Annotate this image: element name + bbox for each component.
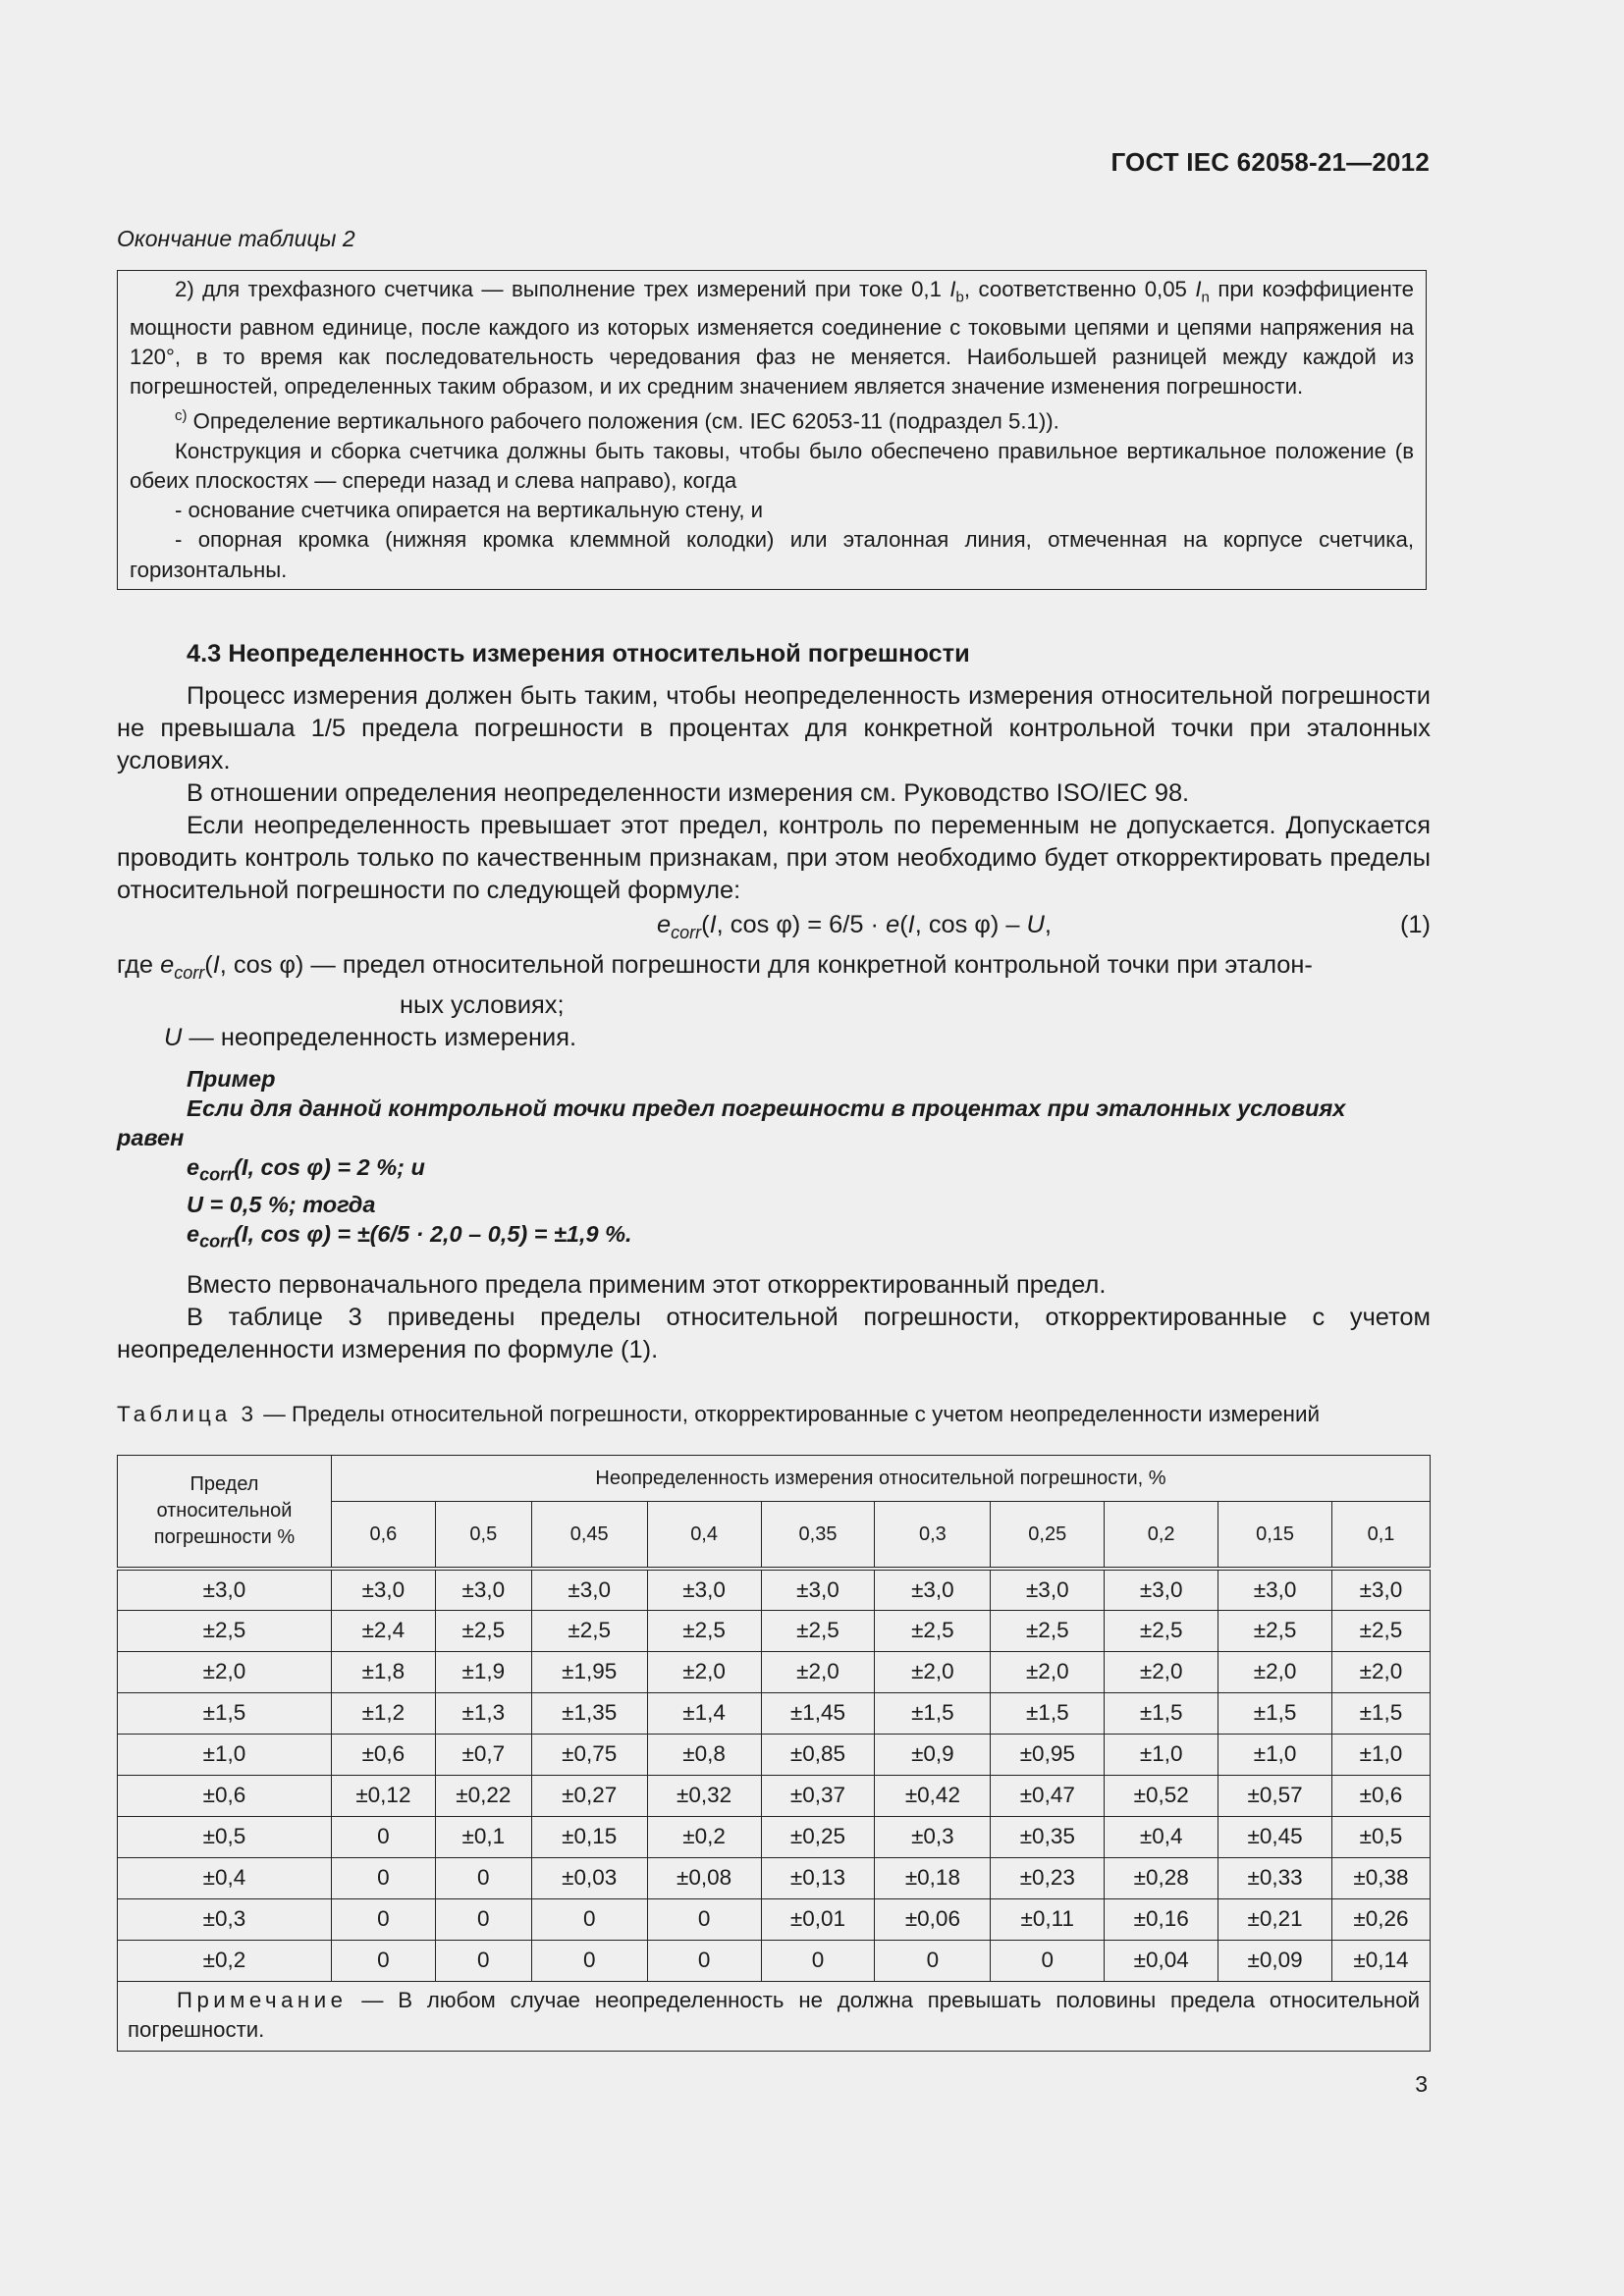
table3-first-header: Предел относительной погрешности %	[118, 1456, 332, 1570]
table3-column-header: 0,3	[875, 1502, 991, 1570]
table3-cell: ±0,45	[1218, 1816, 1332, 1857]
table3-cell: ±0,04	[1105, 1940, 1218, 1981]
body-paragraph: В отношении определения неопределенности измерения см. Руководство ISO/IEC 98.	[187, 779, 1190, 807]
table3-cell: ±0,38	[1332, 1857, 1431, 1898]
table3-cell: 0	[331, 1940, 435, 1981]
note-paragraph: $^{c)}$ Определение вертикального рабочего положения (см. IEC 62053-11 (подраздел 5.1)).	[175, 407, 1059, 434]
table3-cell: ±0,23	[991, 1857, 1105, 1898]
table3-cell: ±0,33	[1218, 1857, 1332, 1898]
table3-cell: ±2,0	[1332, 1651, 1431, 1692]
table3-cell: ±0,12	[331, 1775, 435, 1816]
table3-cell: ±2,5	[1332, 1610, 1431, 1651]
table3-cell: ±2,0	[761, 1651, 875, 1692]
table3-row-limit: ±1,5	[118, 1692, 332, 1734]
body-paragraph: Если неопределенность превышает этот предел, контроль по переменным не допускается. Допускается проводить контроль только по качественным признакам, при этом необходимо будет откорректировать пределы относительной погрешности по следующей формуле:	[117, 812, 1431, 904]
table3-cell: 0	[761, 1940, 875, 1981]
body-paragraph: Вместо первоначального предела применим этот откорректированный предел.	[187, 1271, 1107, 1300]
table3-cell: ±1,5	[1332, 1692, 1431, 1734]
table3-cell: ±2,5	[1105, 1610, 1218, 1651]
table3-cell: ±0,06	[875, 1898, 991, 1940]
table3-cell: ±0,13	[761, 1857, 875, 1898]
table3-cell: ±1,9	[435, 1651, 531, 1692]
table3-cell: ±2,5	[435, 1610, 531, 1651]
table3-cell: ±0,3	[875, 1816, 991, 1857]
table3-cell: ±3,0	[1218, 1569, 1332, 1610]
table3-cell: ±3,0	[875, 1569, 991, 1610]
section-heading: 4.3 Неопределенность измерения относительной погрешности	[187, 640, 970, 667]
table3-cell: ±1,0	[1105, 1734, 1218, 1775]
table3-row-limit: ±0,5	[118, 1816, 332, 1857]
table3-cell: 0	[435, 1898, 531, 1940]
table3-cell: ±0,16	[1105, 1898, 1218, 1940]
table3-row-limit: ±1,0	[118, 1734, 332, 1775]
table3-cell: ±0,35	[991, 1816, 1105, 1857]
table3-cell: ±0,52	[1105, 1775, 1218, 1816]
table3-cell: ±1,5	[1105, 1692, 1218, 1734]
table-row	[118, 1569, 1431, 1610]
example-block	[117, 1064, 1431, 1255]
table3-cell: ±0,7	[435, 1734, 531, 1775]
formula-1	[117, 909, 1431, 941]
table3-cell: ±0,15	[531, 1816, 647, 1857]
table3-cell: ±3,0	[1105, 1569, 1218, 1610]
u-definition: U — неопределенность измерения.	[164, 1024, 576, 1052]
note-paragraph: 2) для трехфазного счетчика — выполнение трех измерений при токе 0,1 $I_b$, соответственно 0,05 $I_n$ при коэффициенте мощности равном единице, после каждого из которых изменяется соединение с токовыми цепями и цепями напряжения на 120°, в то время как последовательность чередования фаз не меняется. Наибольшей разницей между каждой из погрешностей, определенных таким образом, и их средним значением является значение изменения погрешности.	[130, 277, 1414, 400]
table-row	[118, 1692, 1431, 1734]
table3-column-header: 0,5	[435, 1502, 531, 1570]
table3-cell: ±0,1	[435, 1816, 531, 1857]
table3-cell: ±0,26	[1332, 1898, 1431, 1940]
table3	[117, 1455, 1431, 2052]
table3-cell: ±2,0	[875, 1651, 991, 1692]
table3-cell: ±2,5	[991, 1610, 1105, 1651]
table3-cell: ±0,4	[1105, 1816, 1218, 1857]
page-number: 3	[1415, 2071, 1428, 2097]
table3-cell: ±0,57	[1218, 1775, 1332, 1816]
table3-cell: 0	[331, 1816, 435, 1857]
table3-cell: ±1,8	[331, 1651, 435, 1692]
table3-column-header: 0,15	[1218, 1502, 1332, 1570]
table-row	[118, 1898, 1431, 1940]
table3-row-limit: ±0,2	[118, 1940, 332, 1981]
table3-cell: ±2,0	[647, 1651, 761, 1692]
table3-cell: ±3,0	[435, 1569, 531, 1610]
table-row	[118, 1940, 1431, 1981]
table3-cell: ±0,01	[761, 1898, 875, 1940]
table3-cell: ±2,5	[761, 1610, 875, 1651]
table3-column-header: 0,45	[531, 1502, 647, 1570]
table3-cell: ±1,35	[531, 1692, 647, 1734]
table2-ending-box	[117, 270, 1427, 590]
table3-cell: ±1,2	[331, 1692, 435, 1734]
table3-cell: ±1,3	[435, 1692, 531, 1734]
section-4-3	[117, 638, 1431, 1366]
table3-cell: ±2,0	[1105, 1651, 1218, 1692]
table-continuation-label: Окончание таблицы 2	[117, 226, 355, 251]
table3-cell: ±2,0	[991, 1651, 1105, 1692]
example-line: U = 0,5 %; тогда	[187, 1191, 376, 1217]
example-title: Пример	[187, 1066, 276, 1093]
table3-cell: ±0,09	[1218, 1940, 1332, 1981]
formula-expression: $e_{corr}(I$, cos φ) = 6/5 · e(I, cos φ) – U,	[657, 911, 1052, 943]
table3-cell: ±0,22	[435, 1775, 531, 1816]
table3-cell: 0	[531, 1940, 647, 1981]
example-line: Если для данной контрольной точки предел погрешности в процентах при эталонных условиях	[187, 1095, 1346, 1122]
table3-cell: ±0,37	[761, 1775, 875, 1816]
table3-cell: ±1,95	[531, 1651, 647, 1692]
document-code: ГОСТ IEC 62058-21—2012	[1110, 147, 1430, 177]
table3-cell: ±0,25	[761, 1816, 875, 1857]
body-paragraph: В таблице 3 приведены пределы относительной погрешности, откорректированные с учетом неопределенности измерения по формуле (1).	[117, 1304, 1431, 1364]
table3-cell: ±0,14	[1332, 1940, 1431, 1981]
table3-cell: ±0,95	[991, 1734, 1105, 1775]
table3-cell: ±0,32	[647, 1775, 761, 1816]
table3-cell: ±3,0	[331, 1569, 435, 1610]
table3-row-limit: ±3,0	[118, 1569, 332, 1610]
table3-cell: ±3,0	[761, 1569, 875, 1610]
table3-caption: Таблица 3 — Пределы относительной погрешности, откорректированные с учетом неопределенности измерений	[117, 1402, 1321, 1426]
table3-cell: ±1,4	[647, 1692, 761, 1734]
table3-cell: ±2,5	[1218, 1610, 1332, 1651]
table3-cell: 0	[875, 1940, 991, 1981]
table3-group-header: Неопределенность измерения относительной погрешности, %	[331, 1456, 1430, 1502]
table3-column-header: 0,35	[761, 1502, 875, 1570]
table-row	[118, 1857, 1431, 1898]
table-row	[118, 1775, 1431, 1816]
table3-column-header: 0,4	[647, 1502, 761, 1570]
table3-cell: ±3,0	[1332, 1569, 1431, 1610]
table-row	[118, 1651, 1431, 1692]
table3-cell: ±0,08	[647, 1857, 761, 1898]
table3-cell: ±3,0	[991, 1569, 1105, 1610]
table3-cell: 0	[331, 1898, 435, 1940]
table3-cell: ±0,03	[531, 1857, 647, 1898]
table3-cell: ±0,18	[875, 1857, 991, 1898]
table3-cell: ±0,85	[761, 1734, 875, 1775]
table3-cell: ±1,0	[1332, 1734, 1431, 1775]
example-line: $e_{corr}(I$, cos φ) = 2 %; и	[187, 1154, 425, 1185]
table3-cell: ±3,0	[531, 1569, 647, 1610]
table3-note: Примечание — В любом случае неопределенность не должна превышать половины предела относительной погрешности.	[118, 1981, 1431, 2051]
table3-cell: ±0,47	[991, 1775, 1105, 1816]
table3-cell: ±1,5	[991, 1692, 1105, 1734]
table3-column-header: 0,6	[331, 1502, 435, 1570]
table3-cell: ±2,5	[531, 1610, 647, 1651]
table3-cell: ±1,0	[1218, 1734, 1332, 1775]
table3-column-header: 0,1	[1332, 1502, 1431, 1570]
table3-column-header: 0,25	[991, 1502, 1105, 1570]
note-paragraph: - опорная кромка (нижняя кромка клеммной колодки) или эталонная линия, отмеченная на корпусе счетчика, горизонтальны.	[130, 527, 1414, 582]
table-row	[118, 1816, 1431, 1857]
table-row	[118, 1610, 1431, 1651]
table3-cell: ±0,75	[531, 1734, 647, 1775]
table3-cell: 0	[435, 1857, 531, 1898]
example-line: равен	[117, 1125, 185, 1151]
table3-cell: ±2,5	[875, 1610, 991, 1651]
table3-cell: ±2,5	[647, 1610, 761, 1651]
table3-cell: ±1,5	[1218, 1692, 1332, 1734]
table3-cell: ±0,28	[1105, 1857, 1218, 1898]
body-paragraph: Процесс измерения должен быть таким, чтобы неопределенность измерения относительной погрешности не превышала 1/5 предела погрешности в процентах для конкретной контрольной точки при эталонных условиях.	[117, 682, 1431, 774]
table3-cell: ±0,5	[1332, 1816, 1431, 1857]
table3-cell: ±2,4	[331, 1610, 435, 1651]
table3-cell: 0	[647, 1898, 761, 1940]
table3-column-header: 0,2	[1105, 1502, 1218, 1570]
formula-number: (1)	[1399, 911, 1431, 938]
table3-cell: ±0,21	[1218, 1898, 1332, 1940]
table3-cell: ±3,0	[647, 1569, 761, 1610]
table3-cell: ±0,8	[647, 1734, 761, 1775]
table3-row-limit: ±0,3	[118, 1898, 332, 1940]
table3-row-limit: ±2,5	[118, 1610, 332, 1651]
table3-cell: ±0,42	[875, 1775, 991, 1816]
note-paragraph: - основание счетчика опирается на вертикальную стену, и	[175, 498, 764, 523]
table3-cell: ±0,2	[647, 1816, 761, 1857]
table3-cell: ±2,0	[1218, 1651, 1332, 1692]
table3-cell: 0	[331, 1857, 435, 1898]
table3-cell: ±1,45	[761, 1692, 875, 1734]
table-row	[118, 1734, 1431, 1775]
table3-cell: ±0,27	[531, 1775, 647, 1816]
table3-cell: ±0,11	[991, 1898, 1105, 1940]
table3-cell: 0	[531, 1898, 647, 1940]
note-paragraph: Конструкция и сборка счетчика должны быть таковы, чтобы было обеспечено правильное вертикальное положение (в обеих плоскостях — спереди назад и слева направо), когда	[130, 438, 1414, 494]
table3-row-limit: ±0,4	[118, 1857, 332, 1898]
table3-row-limit: ±2,0	[118, 1651, 332, 1692]
table3-cell: ±0,6	[331, 1734, 435, 1775]
table3-cell: ±0,6	[1332, 1775, 1431, 1816]
table3-cell: 0	[647, 1940, 761, 1981]
where-line: где $e_{corr}(I$, cos φ) — предел относительной погрешности для конкретной контрольной точки при эталон-	[117, 951, 1313, 984]
where-line-continuation: ных условиях;	[400, 991, 565, 1020]
example-line: $e_{corr}(I$, cos φ) = ±(6/5 · 2,0 – 0,5) = ±1,9 %.	[187, 1220, 632, 1252]
table3-cell: 0	[435, 1940, 531, 1981]
table3-cell: 0	[991, 1940, 1105, 1981]
table3-row-limit: ±0,6	[118, 1775, 332, 1816]
table3-cell: ±0,9	[875, 1734, 991, 1775]
table3-cell: ±1,5	[875, 1692, 991, 1734]
